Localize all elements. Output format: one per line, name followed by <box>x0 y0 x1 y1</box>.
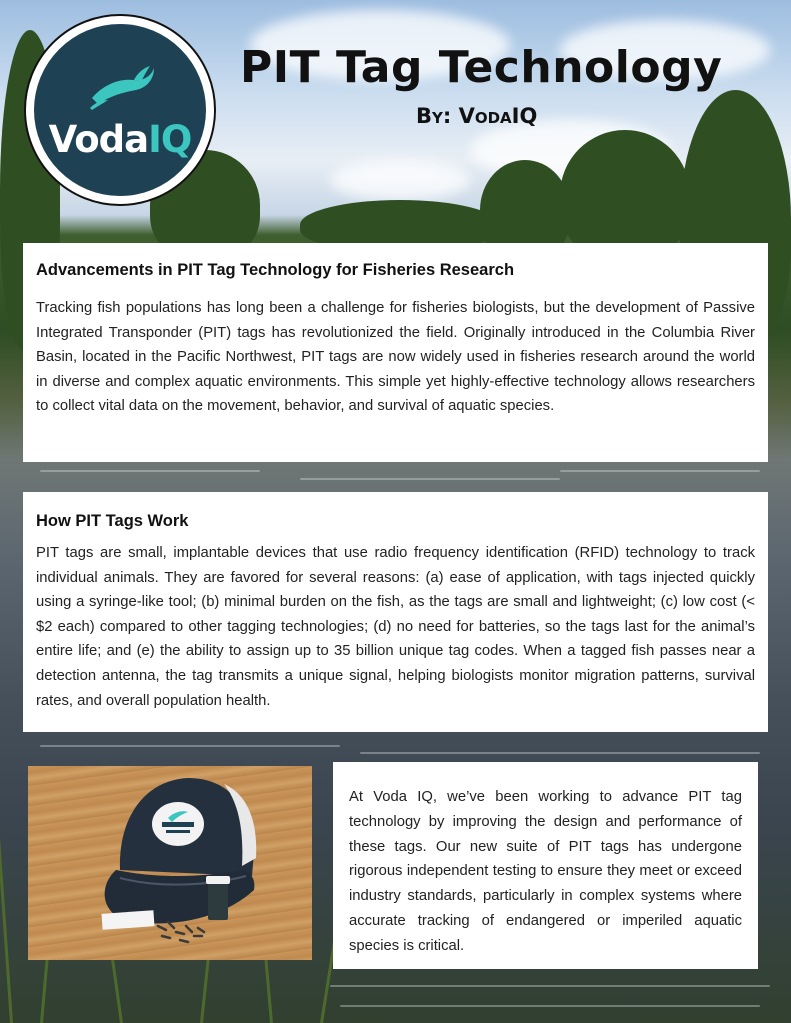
section-heading: How PIT Tags Work <box>36 512 189 530</box>
section-card-how-it-works <box>23 492 768 732</box>
cap-and-tags-photo <box>28 766 312 960</box>
vodaiq-logo <box>24 14 216 206</box>
section-body: Tracking fish populations has long been a challenge for fisheries biologists, but the development of Passive Integrated Transponder (PIT) tags has revolutionized the field. Originally introduced in the Columbia River Basin, located in the Pacific Northwest, PIT tags are now widely used in fisheries research around the world in diverse and complex aquatic environments. This simple yet highly-effective technology allows researchers to collect vital data on the movement, behavior, and survival of aquatic species. <box>36 300 755 415</box>
page-title: PIT Tag Technology <box>240 42 723 93</box>
section-heading: Advancements in PIT Tag Technology for Fisheries Research <box>36 261 515 279</box>
callout-card <box>333 762 758 969</box>
logo-wordmark: VodaIQ <box>48 118 192 161</box>
cap-illustration-icon <box>28 766 312 960</box>
section-body: PIT tags are small, implantable devices that use radio frequency identification (RFID) technology to track individual animals. They are favored for several reasons: (a) ease of application, with tags injected quickly using a syringe-like tool; (b) minimal burden on the fish, as the tags are small and lightweight; (c) low cost (< $2 each) compared to other tagging technologies; (d) no need for batteries, so the tags last for the animal’s entire life; and (e) the ability to assign up to 35 billion unique tag codes. When a tagged fish passes near a detection antenna, the tag transmits a unique signal, helping biologists monitor migration patterns, survival rates, and overall population health. <box>36 545 755 709</box>
fish-logo-icon <box>88 64 158 114</box>
section-card-advancements <box>23 243 768 462</box>
byline: By: VodaIQ <box>416 104 538 128</box>
callout-body: At Voda IQ, we’ve been working to advance PIT tag technology by improving the design and performance of these tags. Our new suite of PIT tags has undergone rigorous independent testing to ensure they meet or exceed industry standards, particularly in complex systems where accurate tracking of endangered or imperiled aquatic species is critical. <box>349 789 742 954</box>
